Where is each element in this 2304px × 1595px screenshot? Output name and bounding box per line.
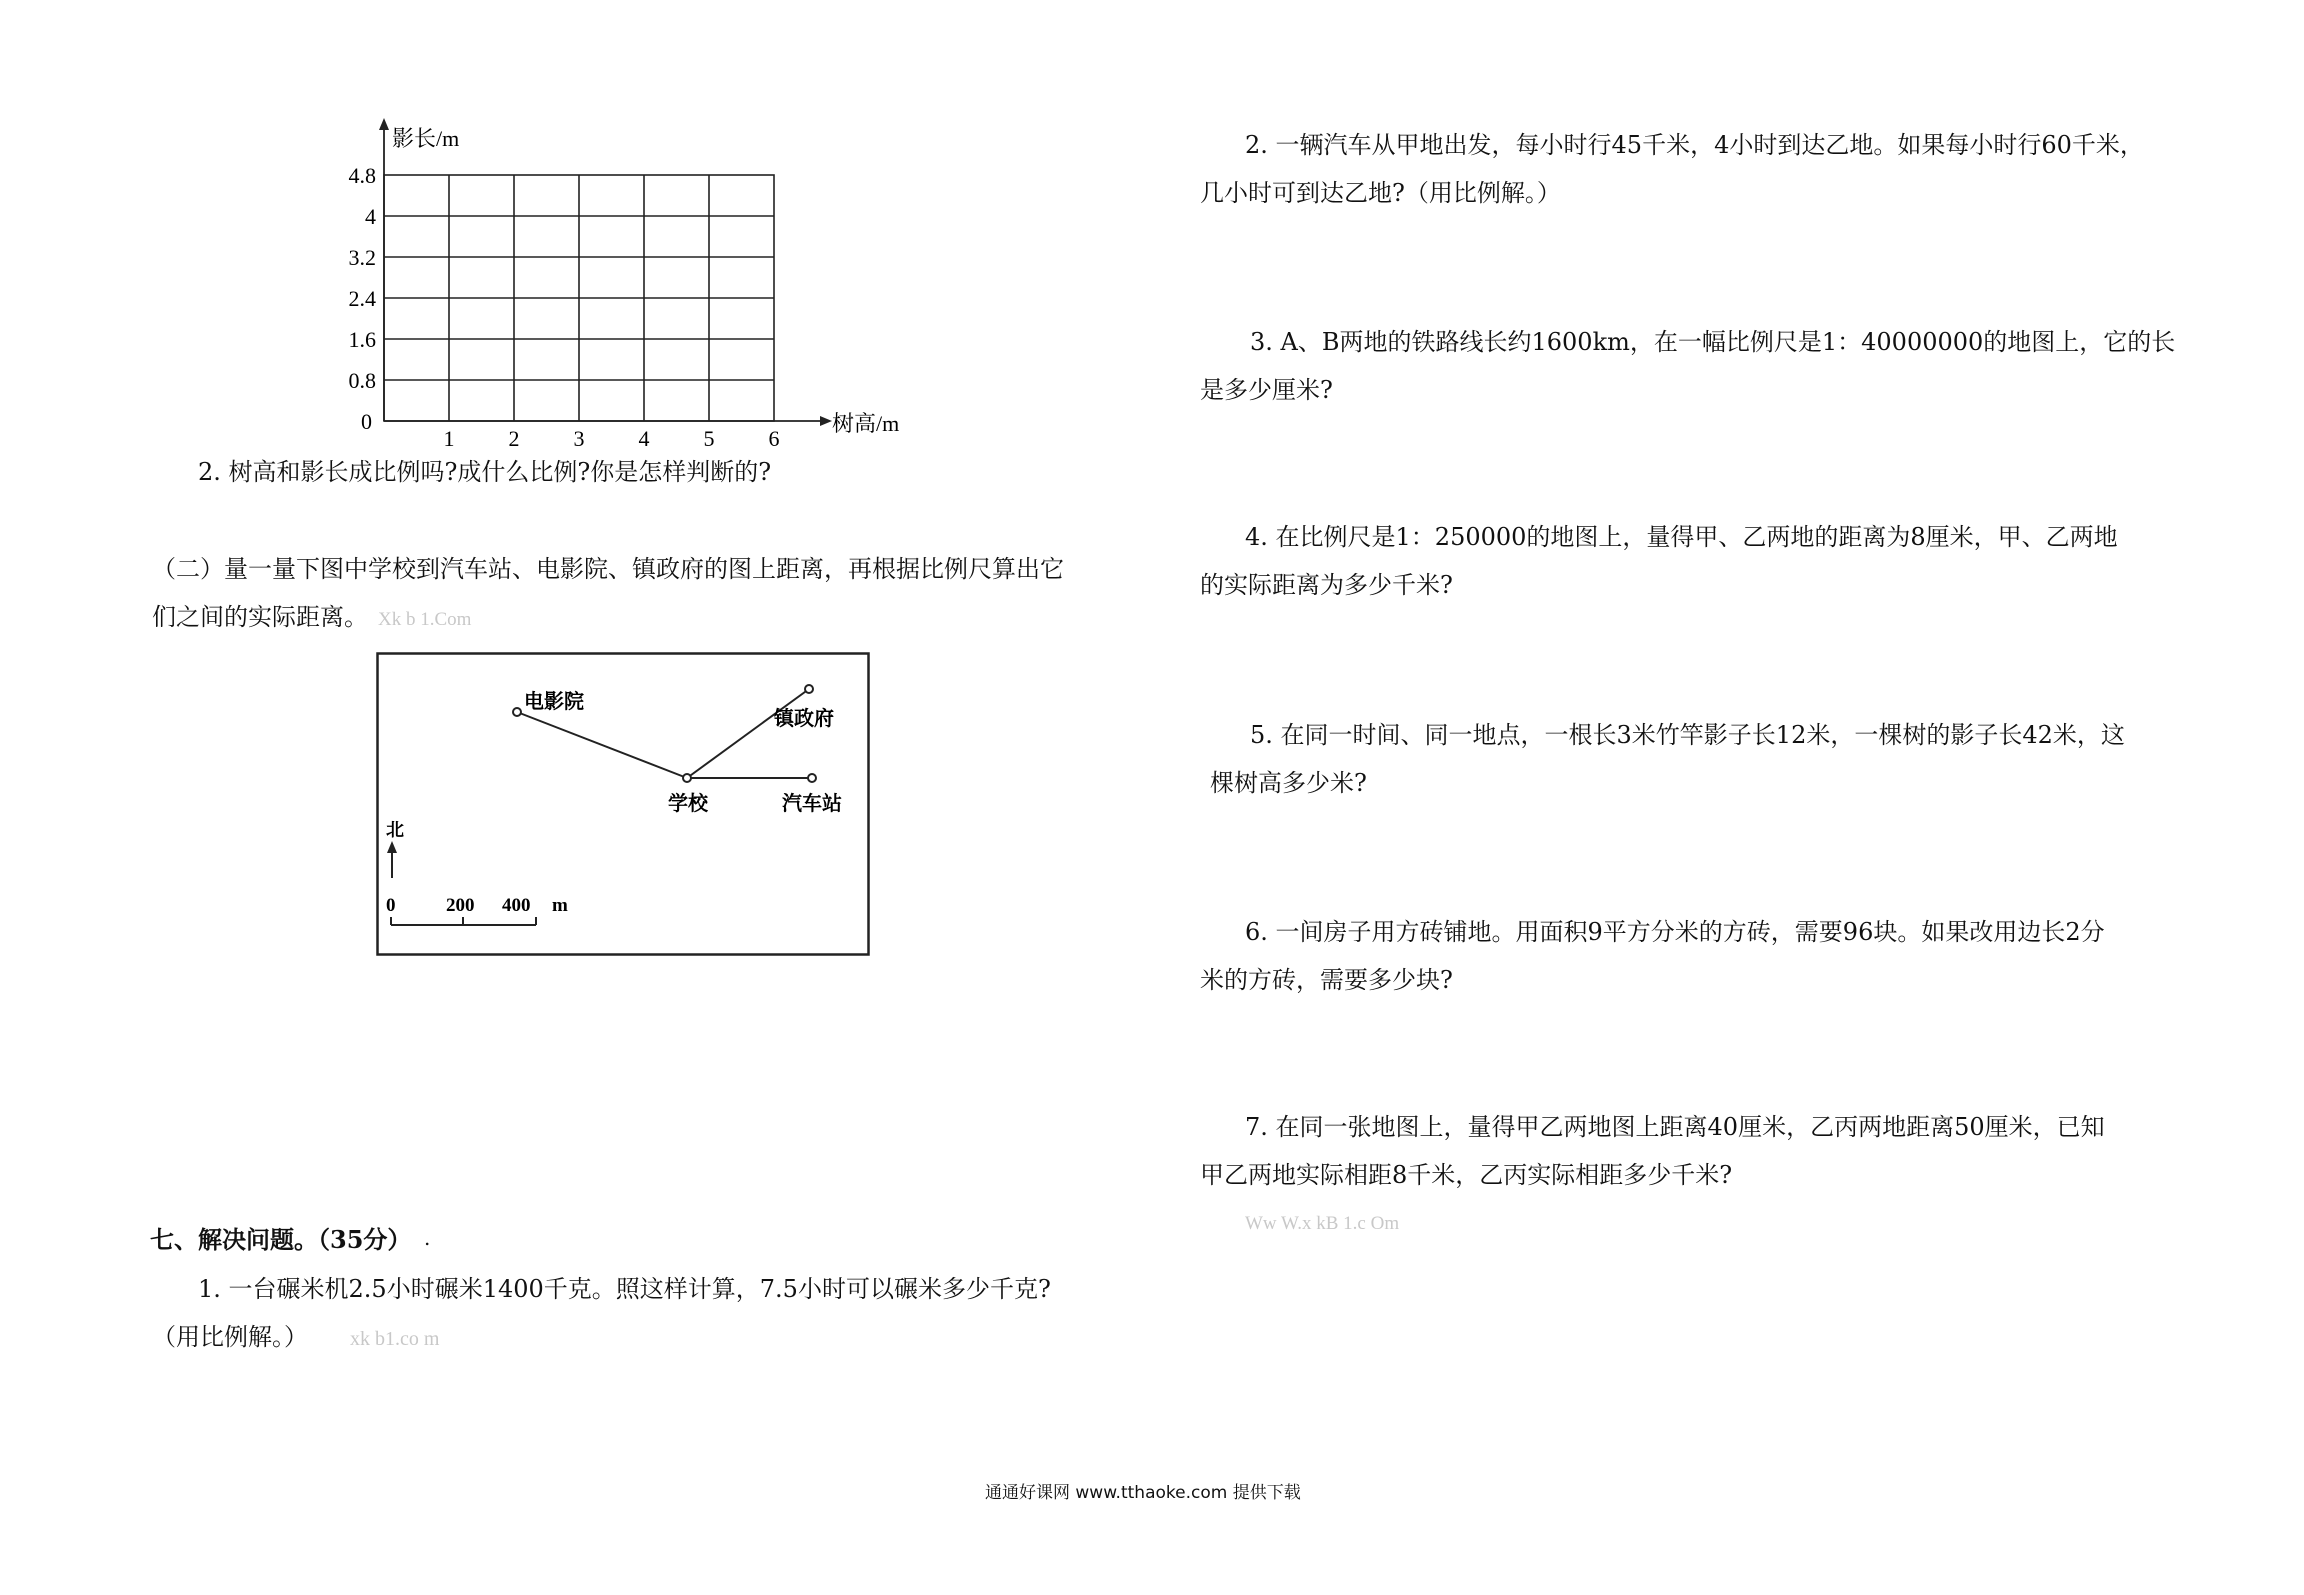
route-school-cinema (517, 712, 687, 778)
x-axis-arrow (820, 416, 832, 426)
question2-line1: 2. 一辆汽车从甲地出发，每小时行45千米，4小时到达乙地。如果每小时行60千米， (1245, 131, 2144, 159)
x-tick-label: 3 (573, 426, 585, 448)
question7-line1: 7. 在同一张地图上，量得甲乙两地图上距离40厘米，乙丙两地距离50厘米，已知 (1245, 1113, 2105, 1141)
y-tick-label: 1.6 (348, 327, 376, 352)
question7-line2: 甲乙两地实际相距8千米，乙丙实际相距多少千米? (1200, 1161, 1733, 1189)
busstation-label: 汽车站 (782, 793, 842, 815)
route-school-townhall (687, 689, 809, 778)
question1-line2: （用比例解。） (152, 1323, 308, 1351)
scale-label-0: 0 (386, 895, 396, 916)
footer-text: 通通好课网 www.tthaoke.com 提供下载 (985, 1483, 1301, 1503)
y-tick-label: 0.8 (348, 368, 376, 393)
y-tick-label: 4.8 (348, 163, 376, 188)
townhall-point (805, 685, 813, 693)
y-axis-arrow (379, 118, 389, 130)
scale-unit-label: m (552, 895, 568, 916)
cinema-label: 电影院 (524, 691, 584, 713)
watermark: Xk b 1.Com (378, 609, 472, 630)
x-tick-label: 1 (443, 426, 455, 448)
question1-line1: 1. 一台碾米机2.5小时碾米1400千克。照这样计算，7.5小时可以碾米多少千克? (198, 1275, 1051, 1303)
scale-bar (391, 917, 536, 925)
grid-lines (384, 175, 774, 421)
question5-line2: 棵树高多少米? (1210, 769, 1367, 797)
x-axis-label: 树高/m (832, 411, 900, 436)
question6-line1: 6. 一间房子用方砖铺地。用面积9平方分米的方砖，需要96块。如果改用边长2分 (1245, 918, 2105, 946)
watermark: xk b1.co m (350, 1328, 440, 1350)
scale-label-200: 200 (446, 895, 475, 916)
section2-line1: （二）量一量下图中学校到汽车站、电影院、镇政府的图上距离，再根据比例尺算出它 (152, 555, 1064, 583)
cinema-point (513, 708, 521, 716)
x-tick-label: 2 (508, 426, 520, 448)
section7-title: 七、解决问题。（35分） (150, 1225, 412, 1254)
school-label: 学校 (668, 793, 708, 815)
x-tick-label: 6 (768, 426, 780, 448)
question-tree-shadow: 2. 树高和影长成比例吗?成什么比例?你是怎样判断的? (198, 458, 772, 486)
proportion-grid-chart (320, 118, 940, 448)
school-point (683, 774, 691, 782)
y-tick-label: 4 (365, 204, 376, 229)
question2-line2: 几小时可到达乙地?（用比例解。） (1200, 179, 1561, 207)
y-axis-label: 影长/m (392, 126, 460, 151)
question5-line1: 5. 在同一时间、同一地点，一根长3米竹竿影子长12米，一棵树的影子长42米，这 (1250, 721, 2125, 749)
x-tick-label: 5 (703, 426, 715, 448)
y-tick-label: 2.4 (348, 286, 376, 311)
watermark: Ww W.x kB 1.c Om (1245, 1213, 1400, 1234)
x-tick-label: 4 (638, 426, 650, 448)
scale-label-400: 400 (502, 895, 531, 916)
busstation-point (808, 774, 816, 782)
section7-dot: . (424, 1226, 431, 1250)
y-tick-label: 3.2 (348, 245, 376, 270)
origin-label: 0 (361, 409, 372, 434)
question3-line1: 3. A、B两地的铁路线长约1600km，在一幅比例尺是1：40000000的地图上，它的长 (1250, 328, 2176, 356)
section2-line2: 们之间的实际距离。 (152, 603, 368, 631)
question4-line1: 4. 在比例尺是1：250000的地图上，量得甲、乙两地的距离为8厘米，甲、乙两地 (1245, 523, 2118, 551)
question3-line2: 是多少厘米? (1200, 376, 1333, 404)
townhall-label: 镇政府 (774, 708, 834, 730)
north-arrowhead-icon (387, 841, 397, 853)
question4-line2: 的实际距离为多少千米? (1200, 571, 1453, 599)
north-label: 北 (386, 820, 404, 840)
question6-line2: 米的方砖，需要多少块? (1200, 966, 1453, 994)
map-figure (376, 652, 870, 958)
